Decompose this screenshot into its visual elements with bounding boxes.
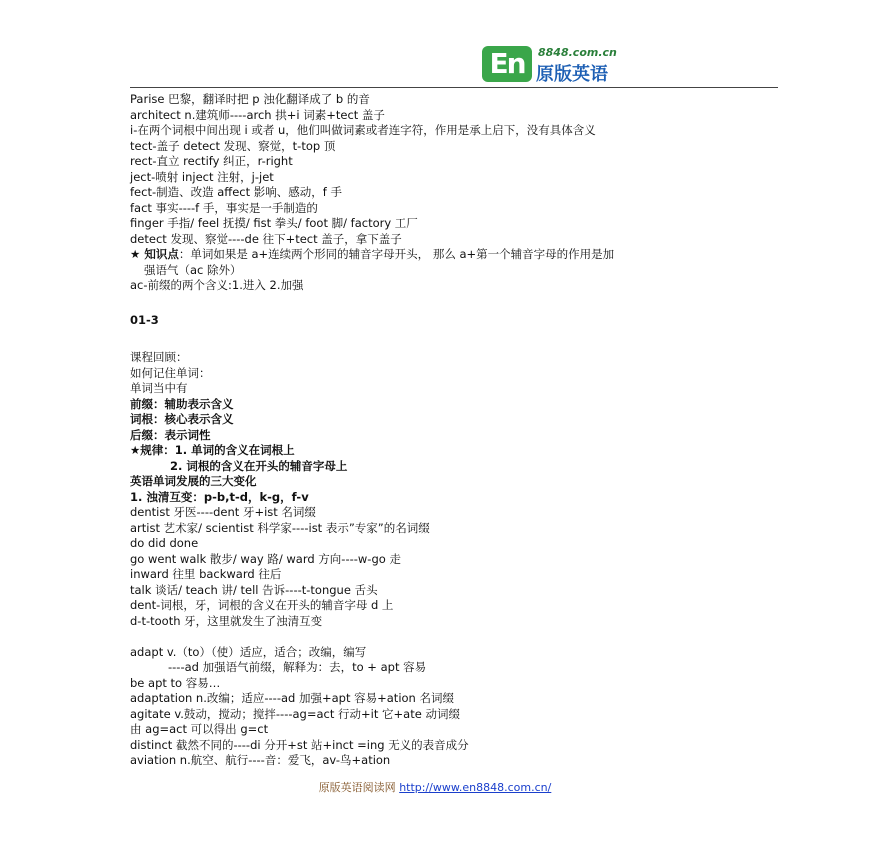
text-line: 课程回顾： xyxy=(130,350,188,364)
section-heading: 01-3 xyxy=(130,313,159,327)
rule-two: 2. 词根的含义在开头的辅音字母上 xyxy=(170,458,348,473)
text-line: 词根：核心表示含义 xyxy=(130,412,234,426)
text-line: artist 艺术家/ scientist 科学家----ist 表示”专家”的名词缀 xyxy=(130,520,430,535)
text-line: adapt v.（to）（使）适应，适合；改编，编写 xyxy=(130,644,367,659)
text-line: 单词当中有 xyxy=(130,381,188,395)
text-line: 由 ag=act 可以得出 g=ct xyxy=(130,722,269,736)
text-line: fact 事实----f 手，事实是一手制造的 xyxy=(130,200,318,215)
text-line: distinct 截然不同的----di 分开+st 站+inct =ing 无义的表音成分 xyxy=(130,737,469,752)
text-line: architect n.建筑师----arch 拱+i 词素+tect 盖子 xyxy=(130,107,385,122)
text-line: 1. 浊清互变：p-b,t-d，k-g，f-v xyxy=(130,489,309,504)
text-line: be apt to 容易… xyxy=(130,675,221,690)
text-line: aviation n.航空、航行----音：爱飞，av-鸟+ation xyxy=(130,753,391,767)
text-line: inward 往里 backward 往后 xyxy=(130,567,282,581)
text-line: fect-制造、改造 affect 影响、感动，f 手 xyxy=(130,185,342,199)
text-line: rect-直立 rectify 纠正，r-right xyxy=(130,154,293,168)
text-line: ★规律：1. 单词的含义在词根上 xyxy=(130,443,295,457)
text-line: agitate v.鼓动，搅动；搅拌----ag=act 行动+it 它+ate 动词缀 xyxy=(130,706,460,721)
text-line: ac-前缀的两个含义:1.进入 2.加强 xyxy=(130,278,304,292)
text-line: d-t-tooth 牙，这里就发生了浊清互变 xyxy=(130,613,323,628)
text-line: dent-词根，牙，词根的含义在开头的辅音字母 d 上 xyxy=(130,598,394,612)
knowledge-label: ★ 知识点 xyxy=(130,247,179,261)
footer-link[interactable]: http://www.en8848.com.cn/ xyxy=(399,781,552,794)
footer xyxy=(0,779,870,795)
knowledge-point xyxy=(130,247,780,263)
text-line: ject-喷射 inject 注射，j-jet xyxy=(130,169,274,184)
text-line: adaptation n.改编；适应----ad 加强+apt 容易+ation 名词缀 xyxy=(130,691,454,705)
text-line: 后缀：表示词性 xyxy=(130,427,211,442)
text-line: do did done xyxy=(130,536,199,550)
knowledge-text: ：单词如果是 a+连续两个形同的辅音字母开头， 那么 a+第一个辅音字母的作用是加 xyxy=(178,247,615,261)
text-line: detect 发现、察觉----de 往下+tect 盖子，拿下盖子 xyxy=(130,231,402,246)
logo-brand: 原版英语 xyxy=(536,64,608,85)
logo-mark: En xyxy=(482,46,532,82)
text-line: 前缀：辅助表示含义 xyxy=(130,396,234,411)
text-line: talk 谈话/ teach 讲/ tell 告诉----t-tongue 舌头 xyxy=(130,582,378,597)
logo-site: 8848.com.cn xyxy=(538,46,617,59)
footer-text: 原版英语阅读网 xyxy=(318,781,396,794)
text-line: finger 手指/ feel 抚摸/ fist 拳头/ foot 脚/ factory 工厂 xyxy=(130,216,418,230)
site-logo[interactable] xyxy=(482,42,662,88)
text-line: tect-盖子 detect 发现、察觉，t-top 顶 xyxy=(130,138,336,153)
header-divider xyxy=(130,87,778,88)
knowledge-cont: 强语气（ac 除外） xyxy=(144,262,242,277)
text-line: dentist 牙医----dent 牙+ist 名词缀 xyxy=(130,505,316,519)
text-line: ----ad 加强语气前缀，解释为：去，to + apt 容易 xyxy=(168,660,427,674)
text-line: 英语单词发展的三大变化 xyxy=(130,474,257,488)
text-line: i-在两个词根中间出现 i 或者 u，他们叫做词素或者连字符，作用是承上启下，没有具体含义 xyxy=(130,123,596,137)
document-body xyxy=(130,92,780,769)
text-line: Parise 巴黎，翻译时把 p 浊化翻译成了 b 的音 xyxy=(130,92,370,106)
text-line: go went walk 散步/ way 路/ ward 方向----w-go 走 xyxy=(130,551,401,566)
text-line: 如何记住单词： xyxy=(130,365,211,380)
